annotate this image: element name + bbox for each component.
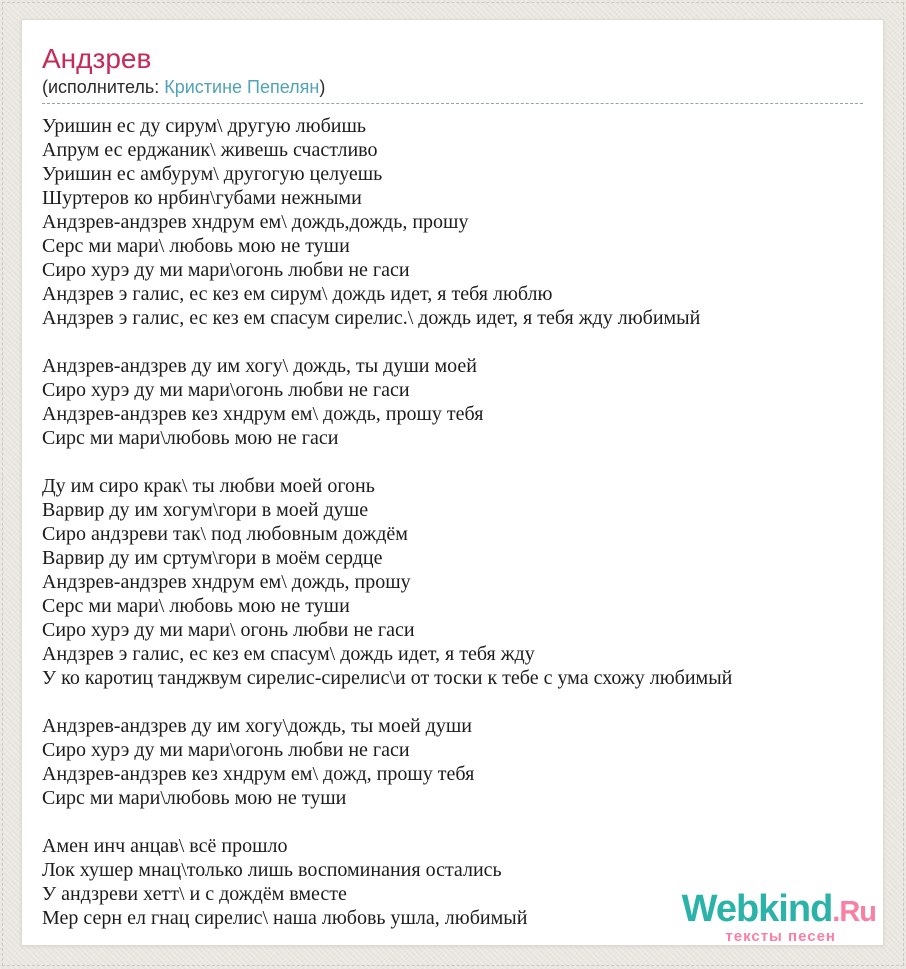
lyric-line: Сиро хурэ ду ми мари\огонь любви не гаси [42, 259, 410, 281]
lyric-line: Андзрев-андзрев хндрум ем\ дождь, прошу [42, 571, 411, 593]
lyric-stanza [42, 114, 863, 330]
artist-link[interactable]: Кристине Пепелян [164, 77, 320, 97]
lyric-line: Амен инч анцав\ всё прошло [42, 835, 288, 857]
webkind-logo[interactable] [682, 890, 876, 944]
lyric-line: У андзреви хетт\ и с дождём вместе [42, 883, 347, 905]
lyric-stanza [42, 714, 863, 810]
lyric-line: Сиро хурэ ду ми мари\огонь любви не гаси [42, 739, 410, 761]
lyrics-text [42, 114, 863, 930]
artist-label-suffix: ) [319, 77, 326, 97]
lyric-line: Лок хушер мнац\только лишь воспоминания остались [42, 859, 502, 881]
lyric-line: Шуртеров ко нрбин\губами нежными [42, 187, 362, 209]
lyric-line: Андзрев-андзрев хндрум ем\ дождь,дождь, прошу [42, 211, 469, 233]
lyric-line: Сирс ми мари\любовь мою не туши [42, 787, 347, 809]
artist-label-prefix: (исполнитель: [42, 77, 165, 97]
lyric-line: Сиро хурэ ду ми мари\огонь любви не гаси [42, 379, 410, 401]
lyric-line: Андзрев-андзрев ду им хогу\дождь, ты моей души [42, 715, 472, 737]
lyric-line: Варвир ду им сртум\гори в моём сердце [42, 547, 383, 569]
lyric-stanza [42, 354, 863, 450]
artist-line [42, 76, 863, 104]
lyric-line: Уришин ес ду сирум\ другую любишь [42, 115, 366, 137]
lyric-line: Уришин ес амбурум\ другогую целуешь [42, 163, 383, 185]
webkind-logo-tld: .Ru [832, 896, 876, 928]
lyric-line: Апрум ес ерджаник\ живешь счастливо [42, 139, 378, 161]
lyric-line: Андзрев э галис, ес кез ем спасум\ дождь идет, я тебя жду [42, 643, 535, 665]
lyric-line: Сирс ми мари\любовь мою не гаси [42, 427, 339, 449]
content-card [21, 19, 884, 946]
webkind-logo-name: Webkind [681, 888, 833, 930]
lyric-line: Ду им сиро крак\ ты любви моей огонь [42, 475, 375, 497]
lyric-line: Варвир ду им хогум\гори в моей душе [42, 499, 369, 521]
lyric-line: Андзрев э галис, ес кез ем спасум сирелис.\ дождь идет, я тебя жду любимый [42, 307, 701, 329]
lyric-line: Серс ми мари\ любовь мою не туши [42, 235, 350, 257]
webkind-logo-tagline: тексты песен [725, 928, 836, 945]
page-title: Андзрев [42, 43, 152, 74]
lyric-line: Серс ми мари\ любовь мою не туши [42, 595, 350, 617]
lyric-line: Мер серн ел гнац сирелис\ наша любовь ушла, любимый [42, 907, 528, 929]
lyric-line: Андзрев-андзрев ду им хогу\ дождь, ты души моей [42, 355, 477, 377]
webkind-logo-wordmark [682, 890, 876, 928]
lyric-line: У ко каротиц танджвум сирелис-сирелис\и от тоски к тебе с ума схожу любимый [42, 667, 733, 689]
lyric-stanza [42, 474, 863, 690]
lyric-line: Андзрев-андзрев кез хндрум ем\ дожд, прошу тебя [42, 763, 475, 785]
lyric-line: Сиро хурэ ду ми мари\ огонь любви не гаси [42, 619, 415, 641]
lyric-line: Сиро андзреви так\ под любовным дождём [42, 523, 408, 545]
lyric-line: Андзрев-андзрев кез хндрум ем\ дождь, прошу тебя [42, 403, 484, 425]
lyric-line: Андзрев э галис, ес кез ем сирум\ дождь идет, я тебя люблю [42, 283, 553, 305]
